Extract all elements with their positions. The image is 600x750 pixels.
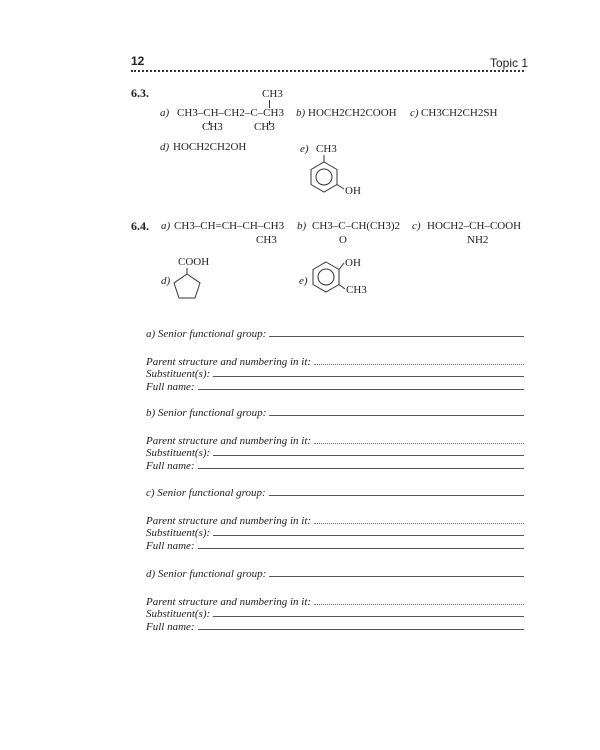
answer-line	[314, 364, 524, 365]
topic-label: Topic 1	[490, 56, 529, 70]
q64-e-hydroxyl: OH	[345, 257, 361, 269]
full-name-field-c[interactable]	[146, 540, 524, 552]
answer-line	[198, 468, 524, 469]
q64-e-methyl: CH3	[346, 284, 367, 296]
question-6-4-number: 6.4.	[131, 219, 149, 233]
parent-structure-field-d[interactable]	[146, 596, 524, 608]
q63-e-methyl: CH3	[316, 143, 337, 155]
q64-d-cyclopentane-ring	[170, 268, 210, 308]
answer-line	[198, 629, 524, 630]
field-label: c) Senior functional group:	[146, 487, 266, 499]
answer-line	[314, 604, 524, 605]
question-6-3-number: 6.3.	[131, 86, 149, 100]
full-name-field-b[interactable]	[146, 460, 524, 472]
q63-b-formula: HOCH2CH2COOH	[308, 107, 397, 119]
answer-line	[198, 389, 524, 390]
header-divider	[131, 70, 524, 72]
substituents-field-b[interactable]	[146, 447, 524, 459]
q64-e-label: e)	[299, 275, 308, 287]
q63-c-formula: CH3CH2CH2SH	[421, 107, 498, 119]
q64-a-formula: CH3–CH=CH–CH–CH3	[174, 220, 285, 232]
answer-line	[269, 336, 524, 337]
answer-line	[269, 495, 524, 496]
field-label: Full name:	[146, 460, 195, 472]
answer-line	[269, 576, 524, 577]
full-name-field-a[interactable]	[146, 381, 524, 393]
q63-b-label: b)	[296, 107, 306, 119]
q63-a-bottom-methyl-1: CH3	[202, 121, 223, 133]
parent-structure-field-b[interactable]	[146, 435, 524, 447]
parent-structure-field-c[interactable]	[146, 515, 524, 527]
field-label: Full name:	[146, 621, 195, 633]
answer-line	[213, 616, 524, 617]
page-number: 12	[131, 54, 145, 68]
field-label: Parent structure and numbering in it:	[146, 515, 312, 527]
q63-a-bottom-methyl-2: CH3	[254, 121, 275, 133]
field-label: Parent structure and numbering in it:	[146, 356, 312, 368]
q64-b-formula: CH3–C–CH(CH3)2	[312, 220, 401, 232]
field-label: Substituent(s):	[146, 447, 211, 459]
answer-line	[314, 523, 524, 524]
senior-group-field-b[interactable]	[146, 407, 524, 419]
substituents-field-a[interactable]	[146, 368, 524, 380]
answer-line	[213, 535, 524, 536]
field-label: b) Senior functional group:	[146, 407, 267, 419]
q63-a-formula: CH3–CH–CH2–C–CH3	[177, 107, 284, 119]
q64-c-amino: NH2	[467, 234, 489, 246]
field-label: Parent structure and numbering in it:	[146, 435, 312, 447]
field-label: a) Senior functional group:	[146, 328, 267, 340]
q64-d-carboxyl: COOH	[178, 256, 210, 268]
q64-b-label: b)	[297, 220, 307, 232]
substituents-field-c[interactable]	[146, 527, 524, 539]
field-label: Full name:	[146, 381, 195, 393]
q64-b-oxygen: O	[339, 234, 347, 246]
substituents-field-d[interactable]	[146, 608, 524, 620]
answer-line	[314, 443, 524, 444]
answer-line	[213, 376, 524, 377]
q64-c-label: c)	[412, 220, 421, 232]
field-label: Substituent(s):	[146, 527, 211, 539]
field-label: d) Senior functional group:	[146, 568, 267, 580]
q63-d-formula: HOCH2CH2OH	[173, 141, 247, 153]
q63-a-label: a)	[160, 107, 170, 119]
senior-group-field-c[interactable]	[146, 487, 524, 499]
q63-d-label: d)	[160, 141, 170, 153]
q64-c-formula: HOCH2–CH–COOH	[427, 220, 522, 232]
q64-a-methyl: CH3	[256, 234, 277, 246]
field-label: Substituent(s):	[146, 608, 211, 620]
q63-e-hydroxyl: OH	[345, 185, 361, 197]
full-name-field-d[interactable]	[146, 621, 524, 633]
q63-e-label: e)	[300, 143, 309, 155]
field-label: Parent structure and numbering in it:	[146, 596, 312, 608]
parent-structure-field-a[interactable]	[146, 356, 524, 368]
answer-line	[269, 415, 524, 416]
answer-line	[213, 455, 524, 456]
q63-c-label: c)	[410, 107, 419, 119]
field-label: Full name:	[146, 540, 195, 552]
answer-line	[198, 548, 524, 549]
senior-group-field-a[interactable]	[146, 328, 524, 340]
field-label: Substituent(s):	[146, 368, 211, 380]
q63-a-top-methyl: CH3	[262, 88, 283, 100]
q64-d-label: d)	[161, 275, 171, 287]
q64-a-label: a)	[161, 220, 171, 232]
senior-group-field-d[interactable]	[146, 568, 524, 580]
